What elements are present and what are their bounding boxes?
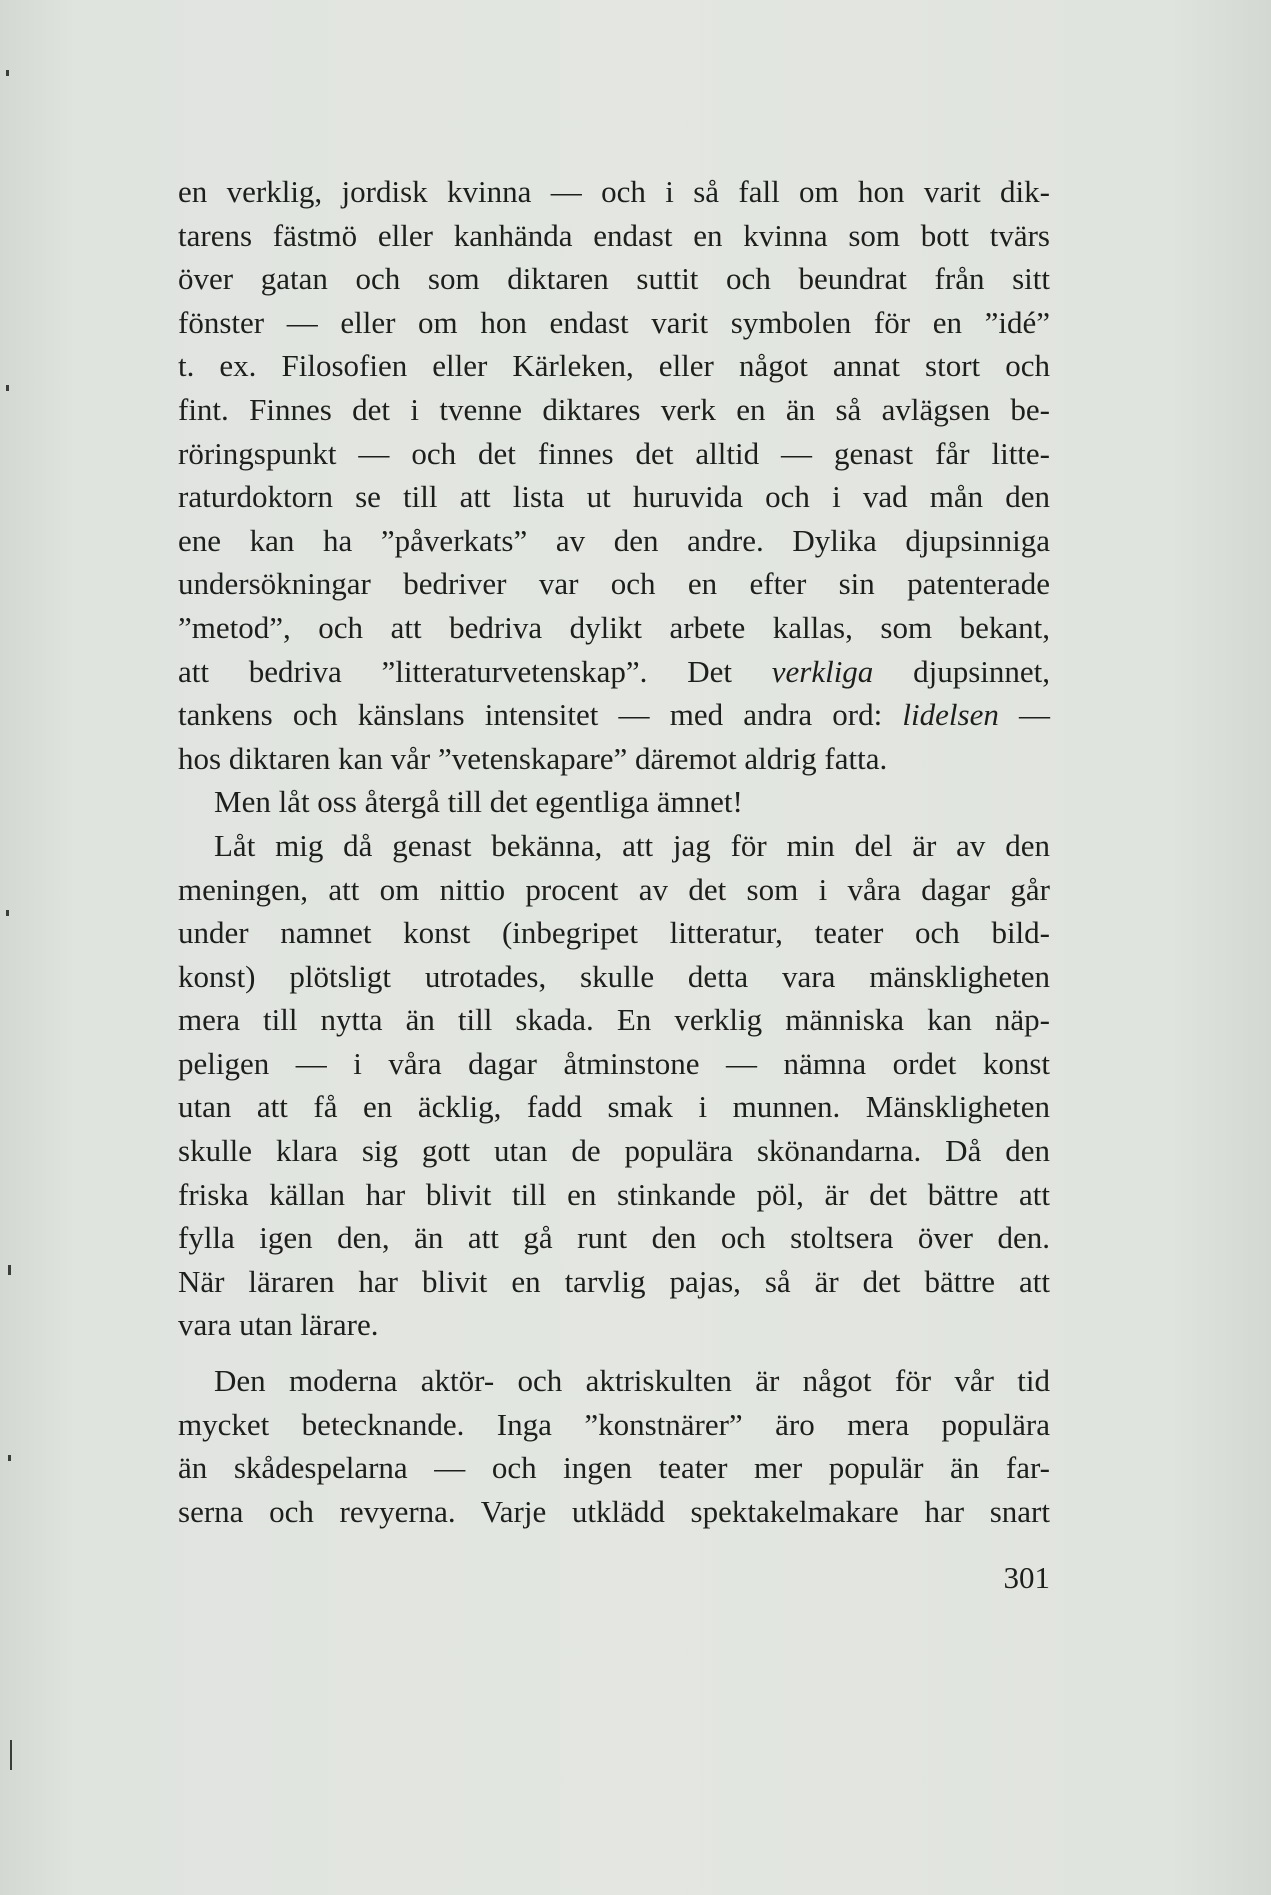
text-line [178,606,1050,650]
text-segment: djupsinnet, [873,653,1050,689]
text-line [178,693,1050,737]
text-line [178,562,1050,606]
text-segment: mycket betecknande. Inga ”konstnärer” äro mera populära [178,1406,1050,1442]
text-line [178,214,1050,258]
text-line [178,170,1050,214]
text-line [178,868,1050,912]
page-number: 301 [1003,1560,1050,1595]
text-line [178,1216,1050,1260]
text-line [178,1129,1050,1173]
italic-text: verkliga [771,653,874,689]
text-line [178,998,1050,1042]
text-segment: en verklig, jordisk kvinna — och i så fall om hon varit dik- [178,174,1050,209]
left-edge-mark [8,1455,11,1461]
text-segment: än skådespelarna — och ingen teater mer populär än far- [178,1450,1050,1486]
text-line [178,519,1050,563]
text-segment: När läraren har blivit en tarvlig pajas, så är det bättre att [178,1263,1050,1299]
text-segment: att bedriva ”litteraturvetenskap”. Det [178,653,772,689]
text-segment: skulle klara sig gott utan de populära skönandarna. Då den [178,1133,1050,1169]
left-edge-mark [10,1740,12,1770]
text-segment: fint. Finnes det i tvenne diktares verk en än så avlägsen be- [178,391,1050,427]
text-line [178,911,1050,955]
text-segment: Den moderna aktör- och aktriskulten är något för vår tid [214,1363,1050,1399]
text-segment: serna och revyerna. Varje utklädd spektakelmakare har snart [178,1493,1050,1529]
text-line [178,1446,1050,1490]
text-line [178,257,1050,301]
text-segment: Men låt oss återgå till det egentliga ämnet! [214,784,743,820]
text-segment: fylla igen den, än att gå runt den och stoltsera över den. [178,1220,1050,1256]
text-segment: tarens fästmö eller kanhända endast en kvinna som bott tvärs [178,217,1050,253]
text-segment: över gatan och som diktaren suttit och beundrat från sitt [178,261,1050,297]
text-segment: ene kan ha ”påverkats” av den andre. Dylika djupsinniga [178,522,1050,558]
text-segment: röringspunkt — och det finnes det alltid — genast får litte- [178,435,1050,471]
text-line [178,1042,1050,1086]
text-line [178,301,1050,345]
text-line [178,1260,1050,1304]
text-line [178,388,1050,432]
left-edge-mark [8,1265,11,1275]
text-line [178,1303,1050,1347]
text-segment: raturdoktorn se till att lista ut huruvida och i vad mån den [178,479,1050,515]
text-segment: peligen — i våra dagar åtminstone — nämna ordet konst [178,1045,1050,1081]
text-line [178,650,1050,694]
text-segment: — [998,697,1051,733]
body-text [178,170,1050,1533]
text-segment: meningen, att om nittio procent av det som i våra dagar går [178,871,1050,907]
text-line [178,475,1050,519]
text-line [178,955,1050,999]
text-line [178,1173,1050,1217]
text-segment: vara utan lärare. [178,1307,379,1343]
left-edge-mark [6,910,9,916]
text-line [178,824,1050,868]
text-segment: ”metod”, och att bedriva dylikt arbete kallas, som bekant, [178,609,1050,645]
text-line [178,1085,1050,1129]
left-edge-mark [6,385,9,391]
text-line [178,780,1050,824]
text-segment: konst) plötsligt utrotades, skulle detta vara mänskligheten [178,958,1050,994]
text-segment: tankens och känslans intensitet — med andra ord: [178,697,903,733]
text-line [178,344,1050,388]
text-line [178,432,1050,476]
text-segment: friska källan har blivit till en stinkande pöl, är det bättre att [178,1176,1050,1212]
text-segment: fönster — eller om hon endast varit symbolen för en ”idé” [178,304,1050,340]
text-segment: mera till nytta än till skada. En verklig människa kan näp- [178,1002,1050,1038]
text-line [178,737,1050,781]
text-line [178,1359,1050,1403]
text-line [178,1490,1050,1534]
left-edge-mark [6,70,9,76]
text-segment: utan att få en äcklig, fadd smak i munnen. Mänskligheten [178,1089,1050,1125]
text-segment: hos diktaren kan vår ”vetenskapare” däremot aldrig fatta. [178,740,888,776]
italic-text: lidelsen [902,697,999,733]
text-line [178,1403,1050,1447]
text-segment: t. ex. Filosofien eller Kärleken, eller något annat stort och [178,348,1050,384]
text-segment: Låt mig då genast bekänna, att jag för min del är av den [214,827,1050,863]
text-segment: under namnet konst (inbegripet litteratur, teater och bild- [178,915,1050,951]
text-segment: undersökningar bedriver var och en efter sin patenterade [178,566,1050,602]
